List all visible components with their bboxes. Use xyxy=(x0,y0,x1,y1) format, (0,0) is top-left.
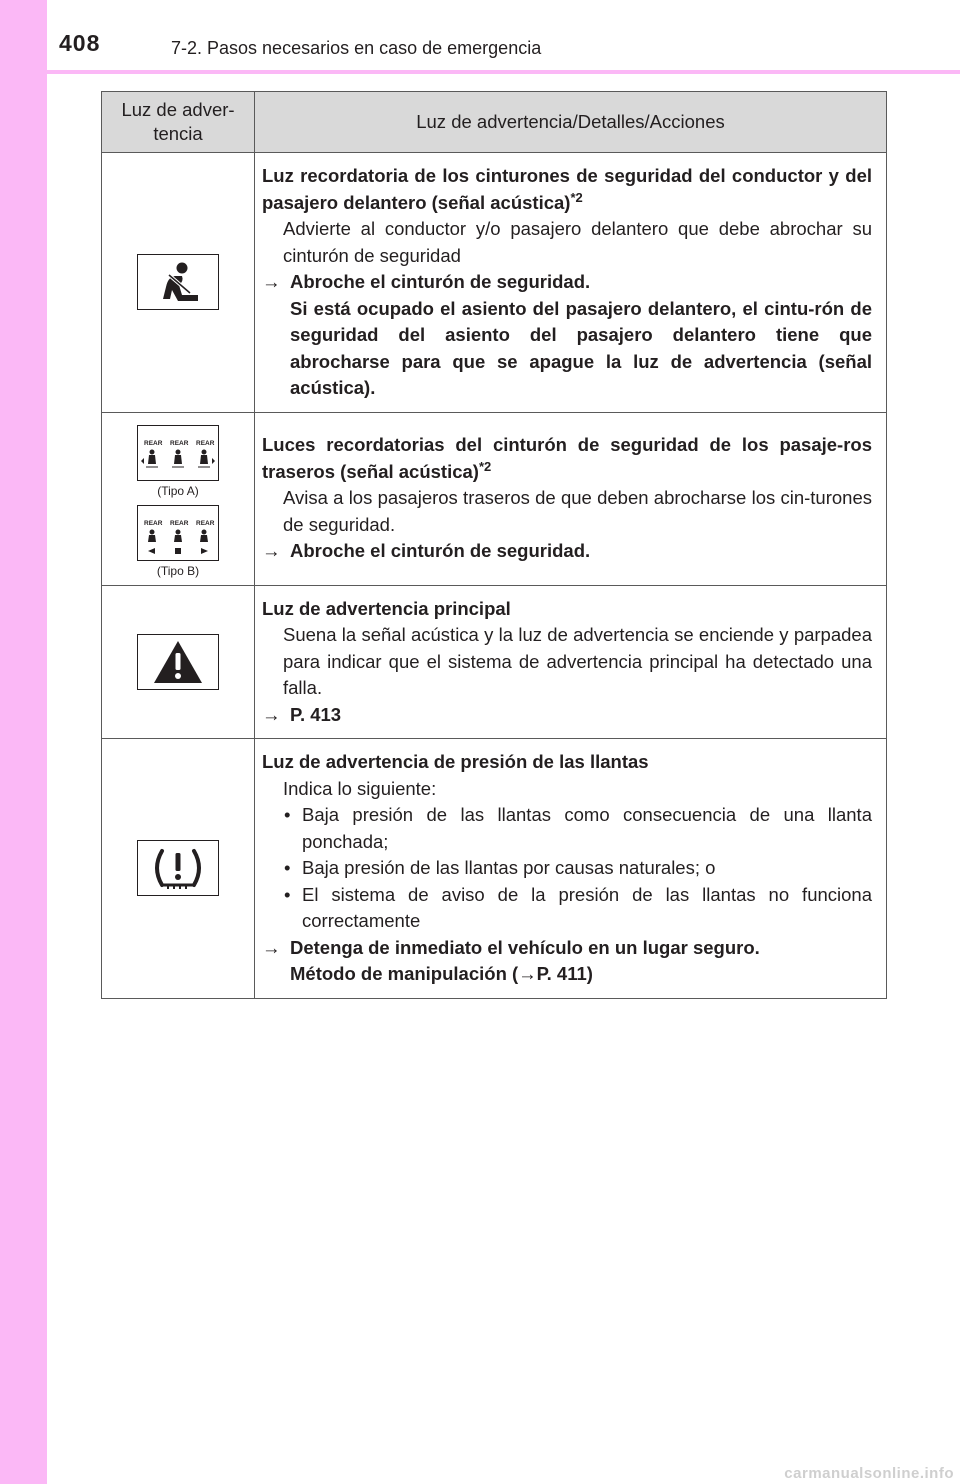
details-cell xyxy=(255,585,887,739)
rear-label: REAR xyxy=(144,519,163,527)
icon-cell xyxy=(102,585,255,739)
warning-action: → Abroche el cinturón de seguridad. xyxy=(262,538,872,565)
warning-description: Suena la señal acústica y la luz de advertencia se enciende y parpadea para indicar que el sistema de advertencia principal ha detectado una falla. xyxy=(283,624,872,698)
warning-description: Indica lo siguiente: xyxy=(283,777,437,799)
icon-cell xyxy=(102,412,255,585)
table-row xyxy=(102,412,887,585)
arrow-icon: → xyxy=(262,936,281,958)
rear-label: REAR xyxy=(196,519,215,527)
column-header-icon: Luz de adver- tencia xyxy=(102,92,255,153)
page-header xyxy=(47,0,960,72)
table-row xyxy=(102,739,887,999)
list-item: • Baja presión de las llantas como consecuencia de una llanta ponchada; xyxy=(284,804,872,852)
watermark: carmanualsonline.info xyxy=(784,1465,954,1482)
warning-description: Avisa a los pasajeros traseros de que deben abrocharse los cin-turones de seguridad. xyxy=(283,487,872,535)
sidebar-color-band xyxy=(0,0,47,1484)
arrow-icon: → xyxy=(262,271,281,292)
rear-label: REAR xyxy=(170,439,189,447)
arrow-icon: → xyxy=(262,540,281,562)
section-title: 7-2. Pasos necesarios en caso de emergencia xyxy=(171,38,542,58)
warning-title: Luz recordatoria de los cinturones de seguridad del conductor y del pasajero delantero (señal acústica)$^{*2}$ xyxy=(262,165,872,213)
warning-action: → Detenga de inmediato el vehículo en un lugar seguro. xyxy=(262,935,872,962)
details-cell xyxy=(255,412,887,585)
table-row xyxy=(102,585,887,739)
icon-label-type-a: (Tipo A) xyxy=(157,483,199,498)
list-item: • Baja presión de las llantas por causas naturales; o xyxy=(284,857,716,878)
page-number: 408 xyxy=(59,30,101,56)
list-item: • El sistema de aviso de la presión de las llantas no funciona correctamente xyxy=(284,883,872,931)
tire-pressure-warning-icon xyxy=(137,840,219,896)
header-divider xyxy=(47,70,960,74)
details-cell xyxy=(255,739,887,999)
table-row xyxy=(102,153,887,413)
rear-seatbelt-reminder-icon-type-b xyxy=(137,505,219,561)
seatbelt-reminder-icon xyxy=(137,254,219,310)
page-reference: → P. 413 xyxy=(262,702,872,729)
warning-title: Luz de advertencia de presión de las llantas xyxy=(262,751,649,772)
warning-action-detail: Si está ocupado el asiento del pasajero delantero, el cintu-rón de seguridad del asiento del pasajero delantero tiene que abrocharse para que se apague la luz de advertencia (señal acústica). xyxy=(290,297,872,398)
icon-cell xyxy=(102,153,255,413)
details-cell xyxy=(255,153,887,413)
warning-action: → Abroche el cinturón de seguridad. xyxy=(262,269,872,296)
icon-cell xyxy=(102,739,255,999)
table-header-row xyxy=(102,92,887,153)
warning-description: Advierte al conductor y/o pasajero delantero que debe abrochar su cinturón de seguridad xyxy=(283,218,872,266)
master-warning-icon xyxy=(137,634,219,690)
warning-action-detail: Método de manipulación (→P. 411) xyxy=(290,963,593,984)
rear-label: REAR xyxy=(196,439,215,447)
warning-title: Luz de advertencia principal xyxy=(262,597,511,619)
rear-label: REAR xyxy=(144,439,163,447)
warning-lights-table xyxy=(101,91,887,999)
rear-seatbelt-reminder-icon xyxy=(137,425,219,481)
icon-label-type-b: (Tipo B) xyxy=(156,563,200,578)
rear-label: REAR xyxy=(170,519,189,527)
column-header-details: Luz de advertencia/Detalles/Acciones xyxy=(255,92,887,153)
warning-title: Luces recordatorias del cinturón de seguridad de los pasaje-ros traseros (señal acústica)$^{*2}$ xyxy=(262,434,872,482)
arrow-icon: → xyxy=(262,703,281,725)
